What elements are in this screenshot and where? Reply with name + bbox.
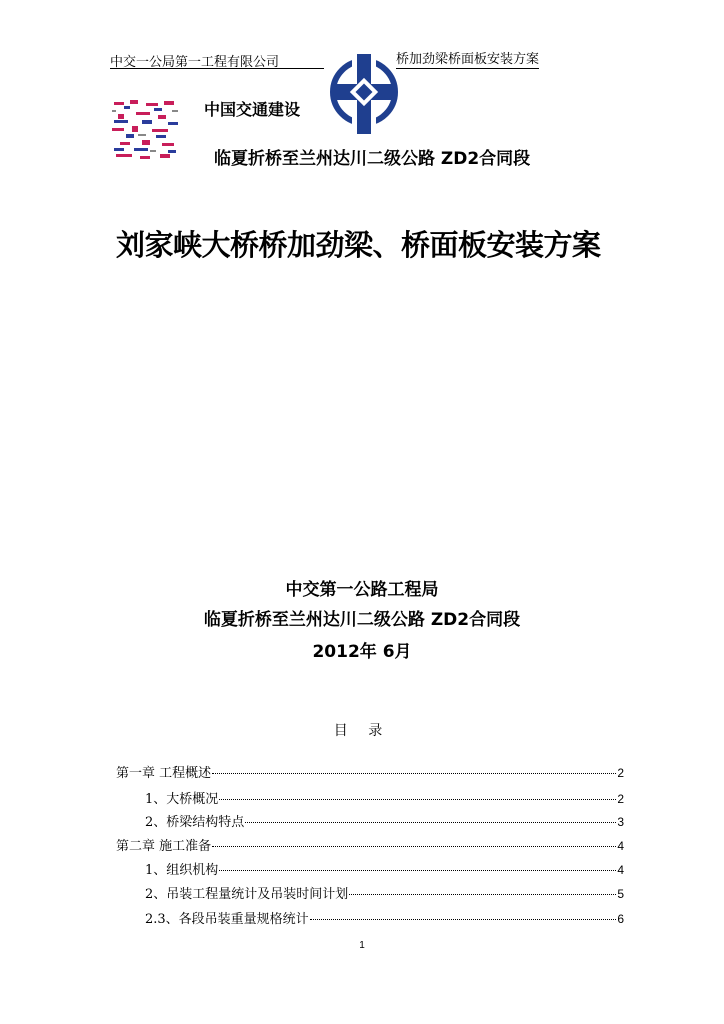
toc-entry[interactable] — [145, 908, 624, 927]
issue-date: 2012年 6月 — [312, 642, 412, 662]
toc-entry[interactable] — [145, 788, 624, 807]
toc-leader — [212, 846, 616, 847]
toc-entry-page: 6 — [617, 912, 624, 926]
toc-leader — [245, 822, 616, 823]
ccccc-logo-icon — [328, 50, 400, 140]
document-title: 刘家峡大桥桥加劲梁、桥面板安装方案 — [116, 228, 601, 262]
toc-entry-page: 3 — [617, 815, 624, 829]
issuer-name: 中交第一公路工程局 — [285, 580, 439, 600]
toc-entry-label: 2、吊装工程量统计及吊装时间计划 — [145, 887, 349, 902]
toc-entry-label: 第二章 施工准备 — [116, 839, 212, 854]
toc-entry[interactable] — [145, 859, 624, 878]
toc-entry-page: 4 — [617, 863, 624, 877]
header-doc-title: 桥加劲梁桥面板安装方案 — [396, 52, 540, 67]
toc-entry-label: 2.3、各段吊装重量规格统计 — [145, 912, 309, 927]
organization-name: 中国交通建设 — [204, 100, 301, 119]
toc-entry[interactable] — [116, 835, 624, 854]
page-number: 1 — [359, 940, 365, 951]
toc-heading: 目 录 — [333, 723, 391, 739]
project-name: 临夏折桥至兰州达川二级公路 ZD2合同段 — [203, 610, 521, 630]
header-rule — [110, 68, 324, 69]
toc-entry-label: 1、大桥概况 — [145, 792, 219, 807]
project-subtitle: 临夏折桥至兰州达川二级公路 ZD2合同段 — [214, 149, 531, 169]
toc-entry-label: 第一章 工程概述 — [116, 766, 212, 781]
toc-entry-page: 4 — [617, 839, 624, 853]
pixelated-stamp-image — [112, 98, 180, 162]
toc-entry[interactable] — [116, 762, 624, 781]
toc-entry-label: 2、桥梁结构特点 — [145, 815, 245, 830]
toc-entry-page: 5 — [617, 887, 624, 901]
toc-entry-label: 1、组织机构 — [145, 863, 219, 878]
toc-entry-page: 2 — [617, 792, 624, 806]
toc-leader — [212, 773, 616, 774]
toc-entry[interactable] — [145, 883, 624, 902]
toc-entry[interactable] — [145, 811, 624, 830]
toc-leader — [219, 799, 616, 800]
toc-leader — [349, 894, 616, 895]
toc-entry-page: 2 — [617, 766, 624, 780]
header-company: 中交一公局第一工程有限公司 — [110, 55, 280, 70]
toc-leader — [310, 919, 617, 920]
toc-leader — [219, 870, 616, 871]
